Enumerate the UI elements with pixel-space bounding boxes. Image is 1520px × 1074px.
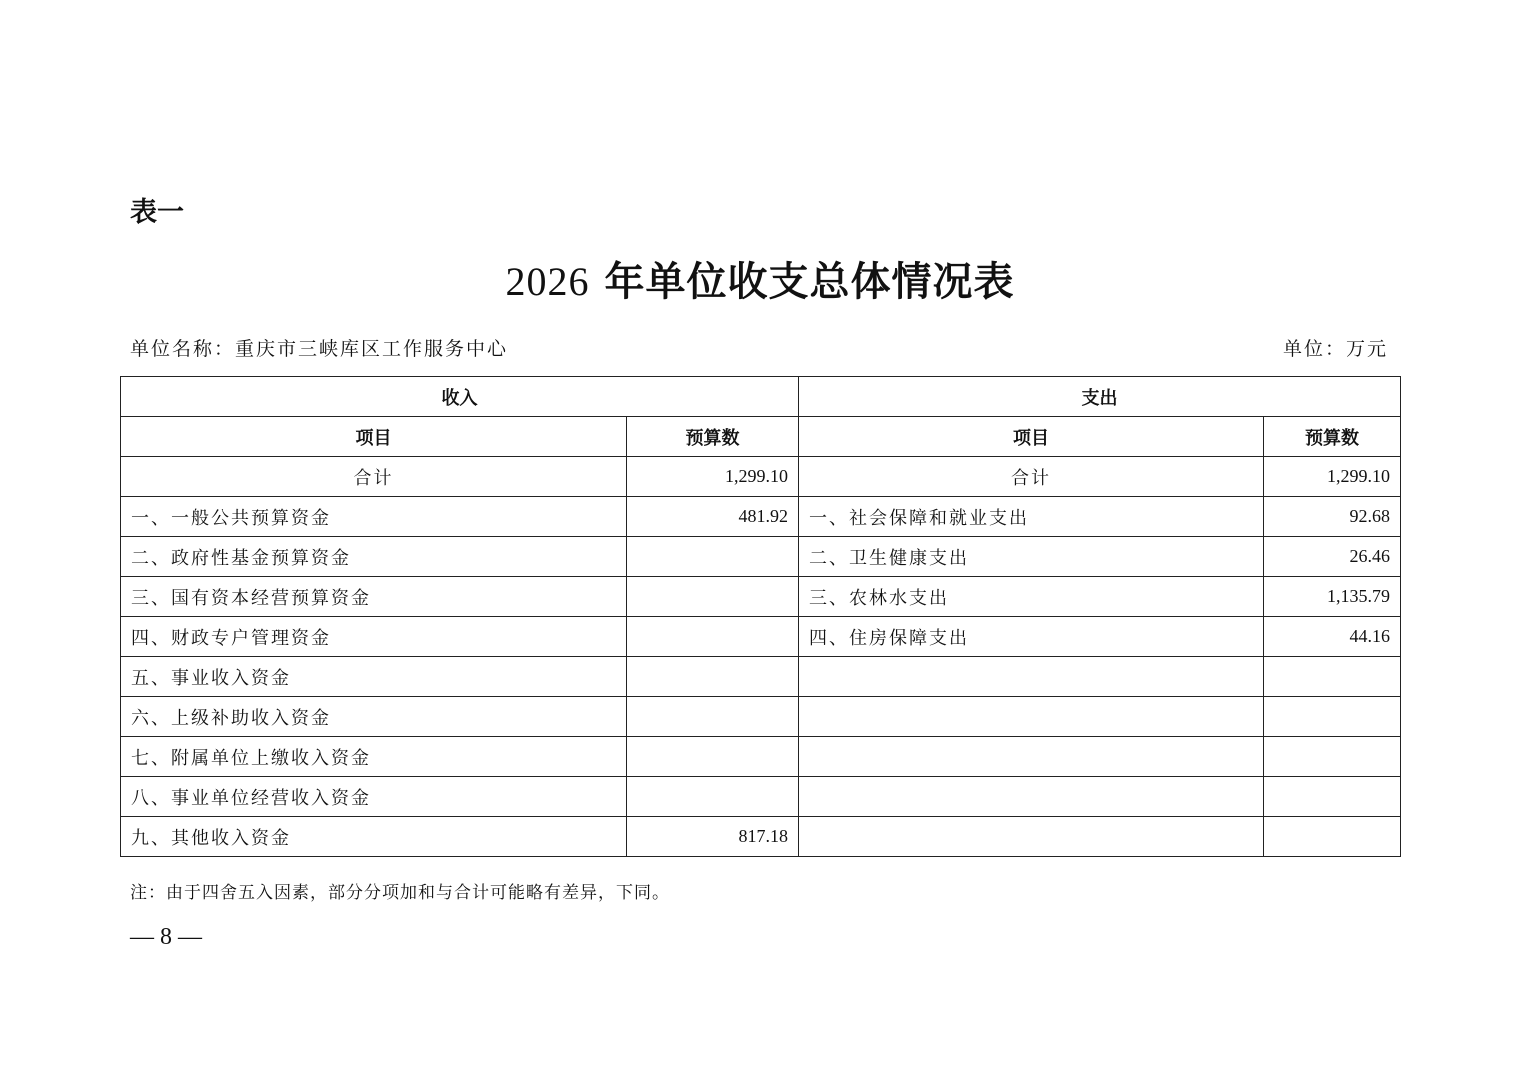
income-item: 三、国有资本经营预算资金 [121, 577, 627, 617]
title-text: 年单位收支总体情况表 [604, 258, 1015, 305]
income-item: 四、财政专户管理资金 [121, 617, 627, 657]
expense-item [799, 737, 1264, 777]
expense-item [799, 697, 1264, 737]
page-number: — 8 — [130, 924, 202, 950]
table-row [121, 537, 1401, 577]
income-value: 817.18 [627, 817, 799, 857]
table-row [121, 777, 1401, 817]
expense-header: 支出 [799, 377, 1401, 417]
income-item: 八、事业单位经营收入资金 [121, 777, 627, 817]
income-value [627, 777, 799, 817]
expense-value [1264, 777, 1401, 817]
income-item: 二、政府性基金预算资金 [121, 537, 627, 577]
table-row [121, 617, 1401, 657]
table-label: 表一 [130, 197, 184, 228]
income-value [627, 737, 799, 777]
table-row [121, 697, 1401, 737]
income-item: 九、其他收入资金 [121, 817, 627, 857]
income-header: 收入 [121, 377, 799, 417]
total-row [121, 457, 1401, 497]
expense-value [1264, 737, 1401, 777]
income-item: 五、事业收入资金 [121, 657, 627, 697]
table-row [121, 577, 1401, 617]
budget-table [120, 376, 1401, 857]
income-item: 一、一般公共预算资金 [121, 497, 627, 537]
expense-item [799, 657, 1264, 697]
column-header-row [121, 417, 1401, 457]
income-value [627, 537, 799, 577]
expense-item [799, 817, 1264, 857]
unit-name: 单位名称：重庆市三峡库区工作服务中心 [130, 338, 509, 360]
expense-item [799, 777, 1264, 817]
income-total-value: 1,299.10 [627, 457, 799, 497]
expense-item: 三、农林水支出 [799, 577, 1264, 617]
document-title [0, 250, 1520, 307]
income-total-label: 合计 [121, 457, 627, 497]
income-value [627, 577, 799, 617]
expense-item-column-header: 项目 [799, 417, 1264, 457]
meta-row [130, 334, 1388, 362]
budget-table-body [121, 377, 1401, 857]
income-value: 481.92 [627, 497, 799, 537]
income-budget-column-header: 预算数 [627, 417, 799, 457]
expense-total-value: 1,299.10 [1264, 457, 1401, 497]
expense-value: 44.16 [1264, 617, 1401, 657]
expense-item: 一、社会保障和就业支出 [799, 497, 1264, 537]
income-value [627, 617, 799, 657]
expense-item: 四、住房保障支出 [799, 617, 1264, 657]
expense-value [1264, 657, 1401, 697]
table-row [121, 657, 1401, 697]
income-item: 七、附属单位上缴收入资金 [121, 737, 627, 777]
expense-value [1264, 817, 1401, 857]
income-item-column-header: 项目 [121, 417, 627, 457]
section-header-row [121, 377, 1401, 417]
table-row [121, 817, 1401, 857]
expense-value: 1,135.79 [1264, 577, 1401, 617]
footnote: 注：由于四舍五入因素，部分分项加和与合计可能略有差异，下同。 [130, 883, 670, 903]
table-row [121, 737, 1401, 777]
expense-value [1264, 697, 1401, 737]
expense-budget-column-header: 预算数 [1264, 417, 1401, 457]
expense-value: 26.46 [1264, 537, 1401, 577]
currency-unit: 单位：万元 [1282, 338, 1388, 360]
expense-item: 二、卫生健康支出 [799, 537, 1264, 577]
table-row [121, 497, 1401, 537]
expense-total-label: 合计 [799, 457, 1264, 497]
income-value [627, 657, 799, 697]
expense-value: 92.68 [1264, 497, 1401, 537]
title-year: 2026 [505, 259, 590, 304]
income-value [627, 697, 799, 737]
income-item: 六、上级补助收入资金 [121, 697, 627, 737]
